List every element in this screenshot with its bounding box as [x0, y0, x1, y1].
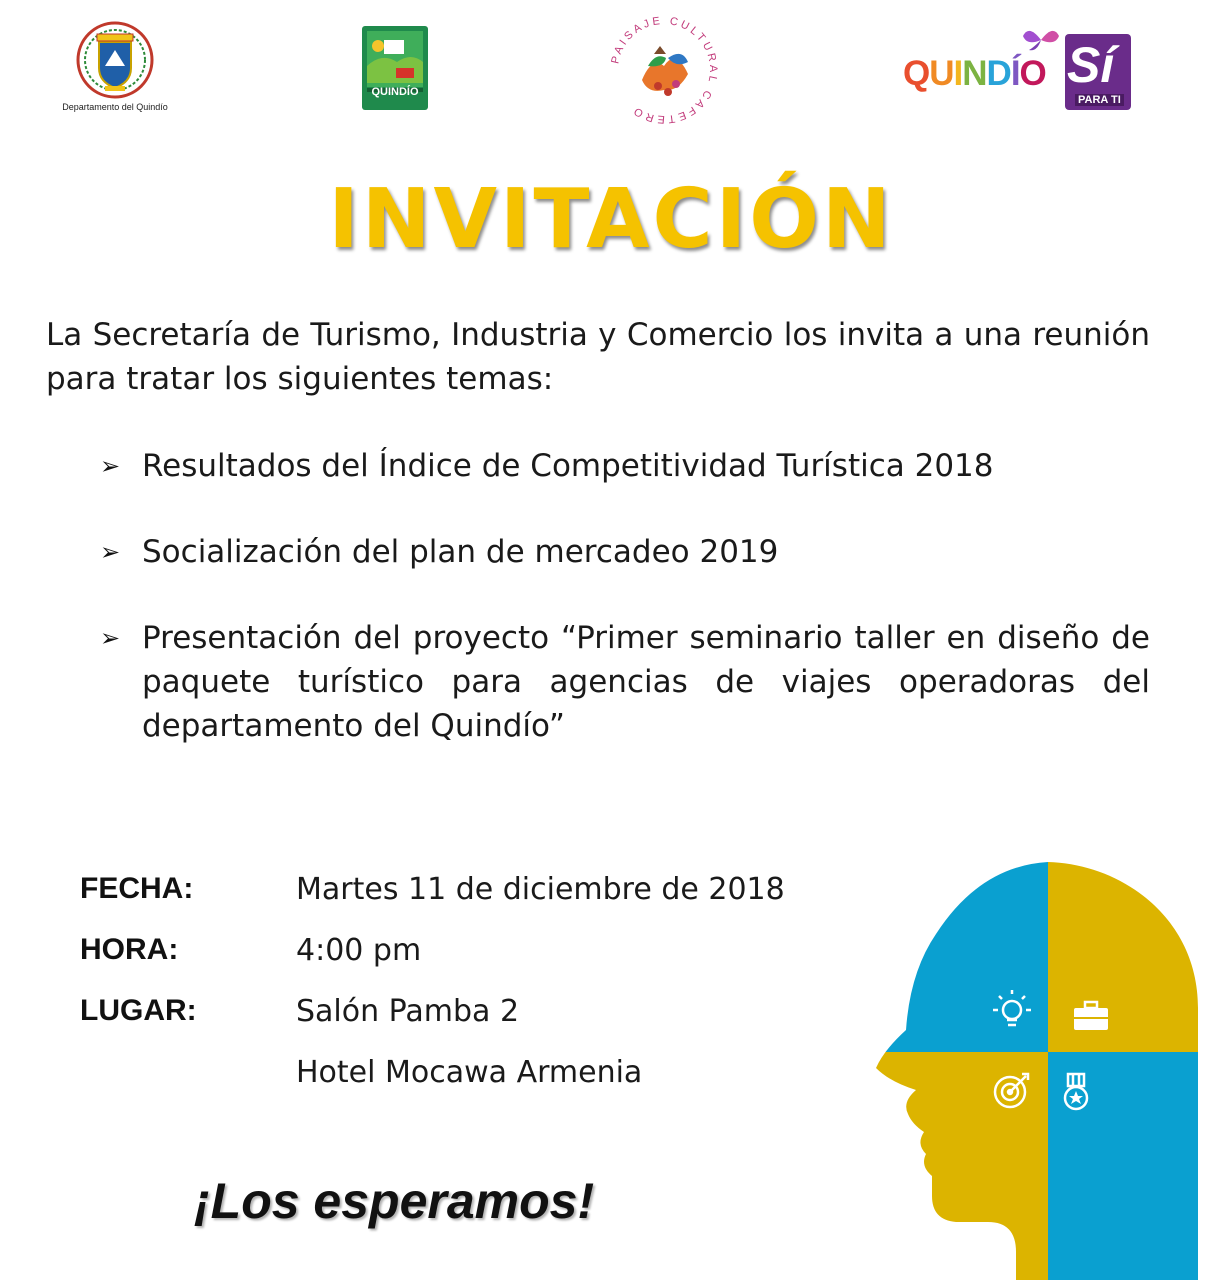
time-label: HORA:: [80, 933, 179, 966]
quindio-si-para-ti-logo: [903, 24, 1135, 116]
head-profile-icon: [876, 862, 1198, 1280]
place-label: LUGAR:: [80, 994, 197, 1027]
department-seal-logo: [60, 20, 170, 120]
invitation-title: INVITACIÓN: [328, 172, 894, 267]
date-label: FECHA:: [80, 872, 194, 905]
si-tagline-text: PARA TI: [1075, 94, 1124, 106]
paisaje-arc-text: PAISAJE CULTURAL CAFETERO: [609, 14, 720, 126]
date-value: Martes 11 de diciembre de 2018: [296, 872, 785, 907]
si-mark-text: Sí: [1067, 37, 1115, 93]
event-details: [80, 872, 880, 1116]
topics-list: [100, 444, 1150, 790]
date-row: [80, 872, 880, 933]
department-seal-icon: [75, 20, 155, 102]
topic-text: Socialización del plan de mercadeo 2019: [142, 534, 779, 570]
quindio-logo: [362, 26, 428, 110]
department-caption: Departamento del Quindío: [62, 102, 168, 112]
si-brand-word-text: QUINDÍO: [903, 54, 1046, 93]
place-row-2: [80, 1055, 880, 1116]
si-mark-box: [1065, 34, 1131, 110]
time-value: 4:00 pm: [296, 933, 422, 968]
topic-text: Resultados del Índice de Competitividad Turística 2018: [142, 448, 994, 484]
topic-item: [100, 444, 1150, 488]
si-brand-word: [903, 54, 1046, 94]
topic-text: Presentación del proyecto “Primer seminario taller en diseño de paquete turístico para agencias de viajes operadoras del departamento del Quindío”: [142, 620, 1150, 744]
topic-item: [100, 616, 1150, 748]
time-row: [80, 933, 880, 994]
place-row: [80, 994, 880, 1055]
quindio-logo-text: QUINDÍO: [371, 86, 419, 98]
head-profile-graphic: [876, 862, 1198, 1280]
place-value-2: Hotel Mocawa Armenia: [296, 1055, 643, 1090]
coffee-landscape-icon: [608, 14, 720, 126]
intro-paragraph: La Secretaría de Turismo, Industria y Comercio los invita a una reunión para tratar los siguientes temas:: [46, 317, 1150, 397]
arrow-bullet-icon: ➢: [100, 452, 121, 480]
place-value: Salón Pamba 2: [296, 994, 520, 1029]
paisaje-cultural-cafetero-logo: [608, 14, 720, 126]
topic-item: [100, 530, 1150, 574]
arrow-bullet-icon: ➢: [100, 538, 121, 566]
closing-message: ¡Los esperamos!: [194, 1173, 595, 1229]
arrow-bullet-icon: ➢: [100, 624, 121, 652]
butterfly-icon: [1021, 24, 1061, 54]
